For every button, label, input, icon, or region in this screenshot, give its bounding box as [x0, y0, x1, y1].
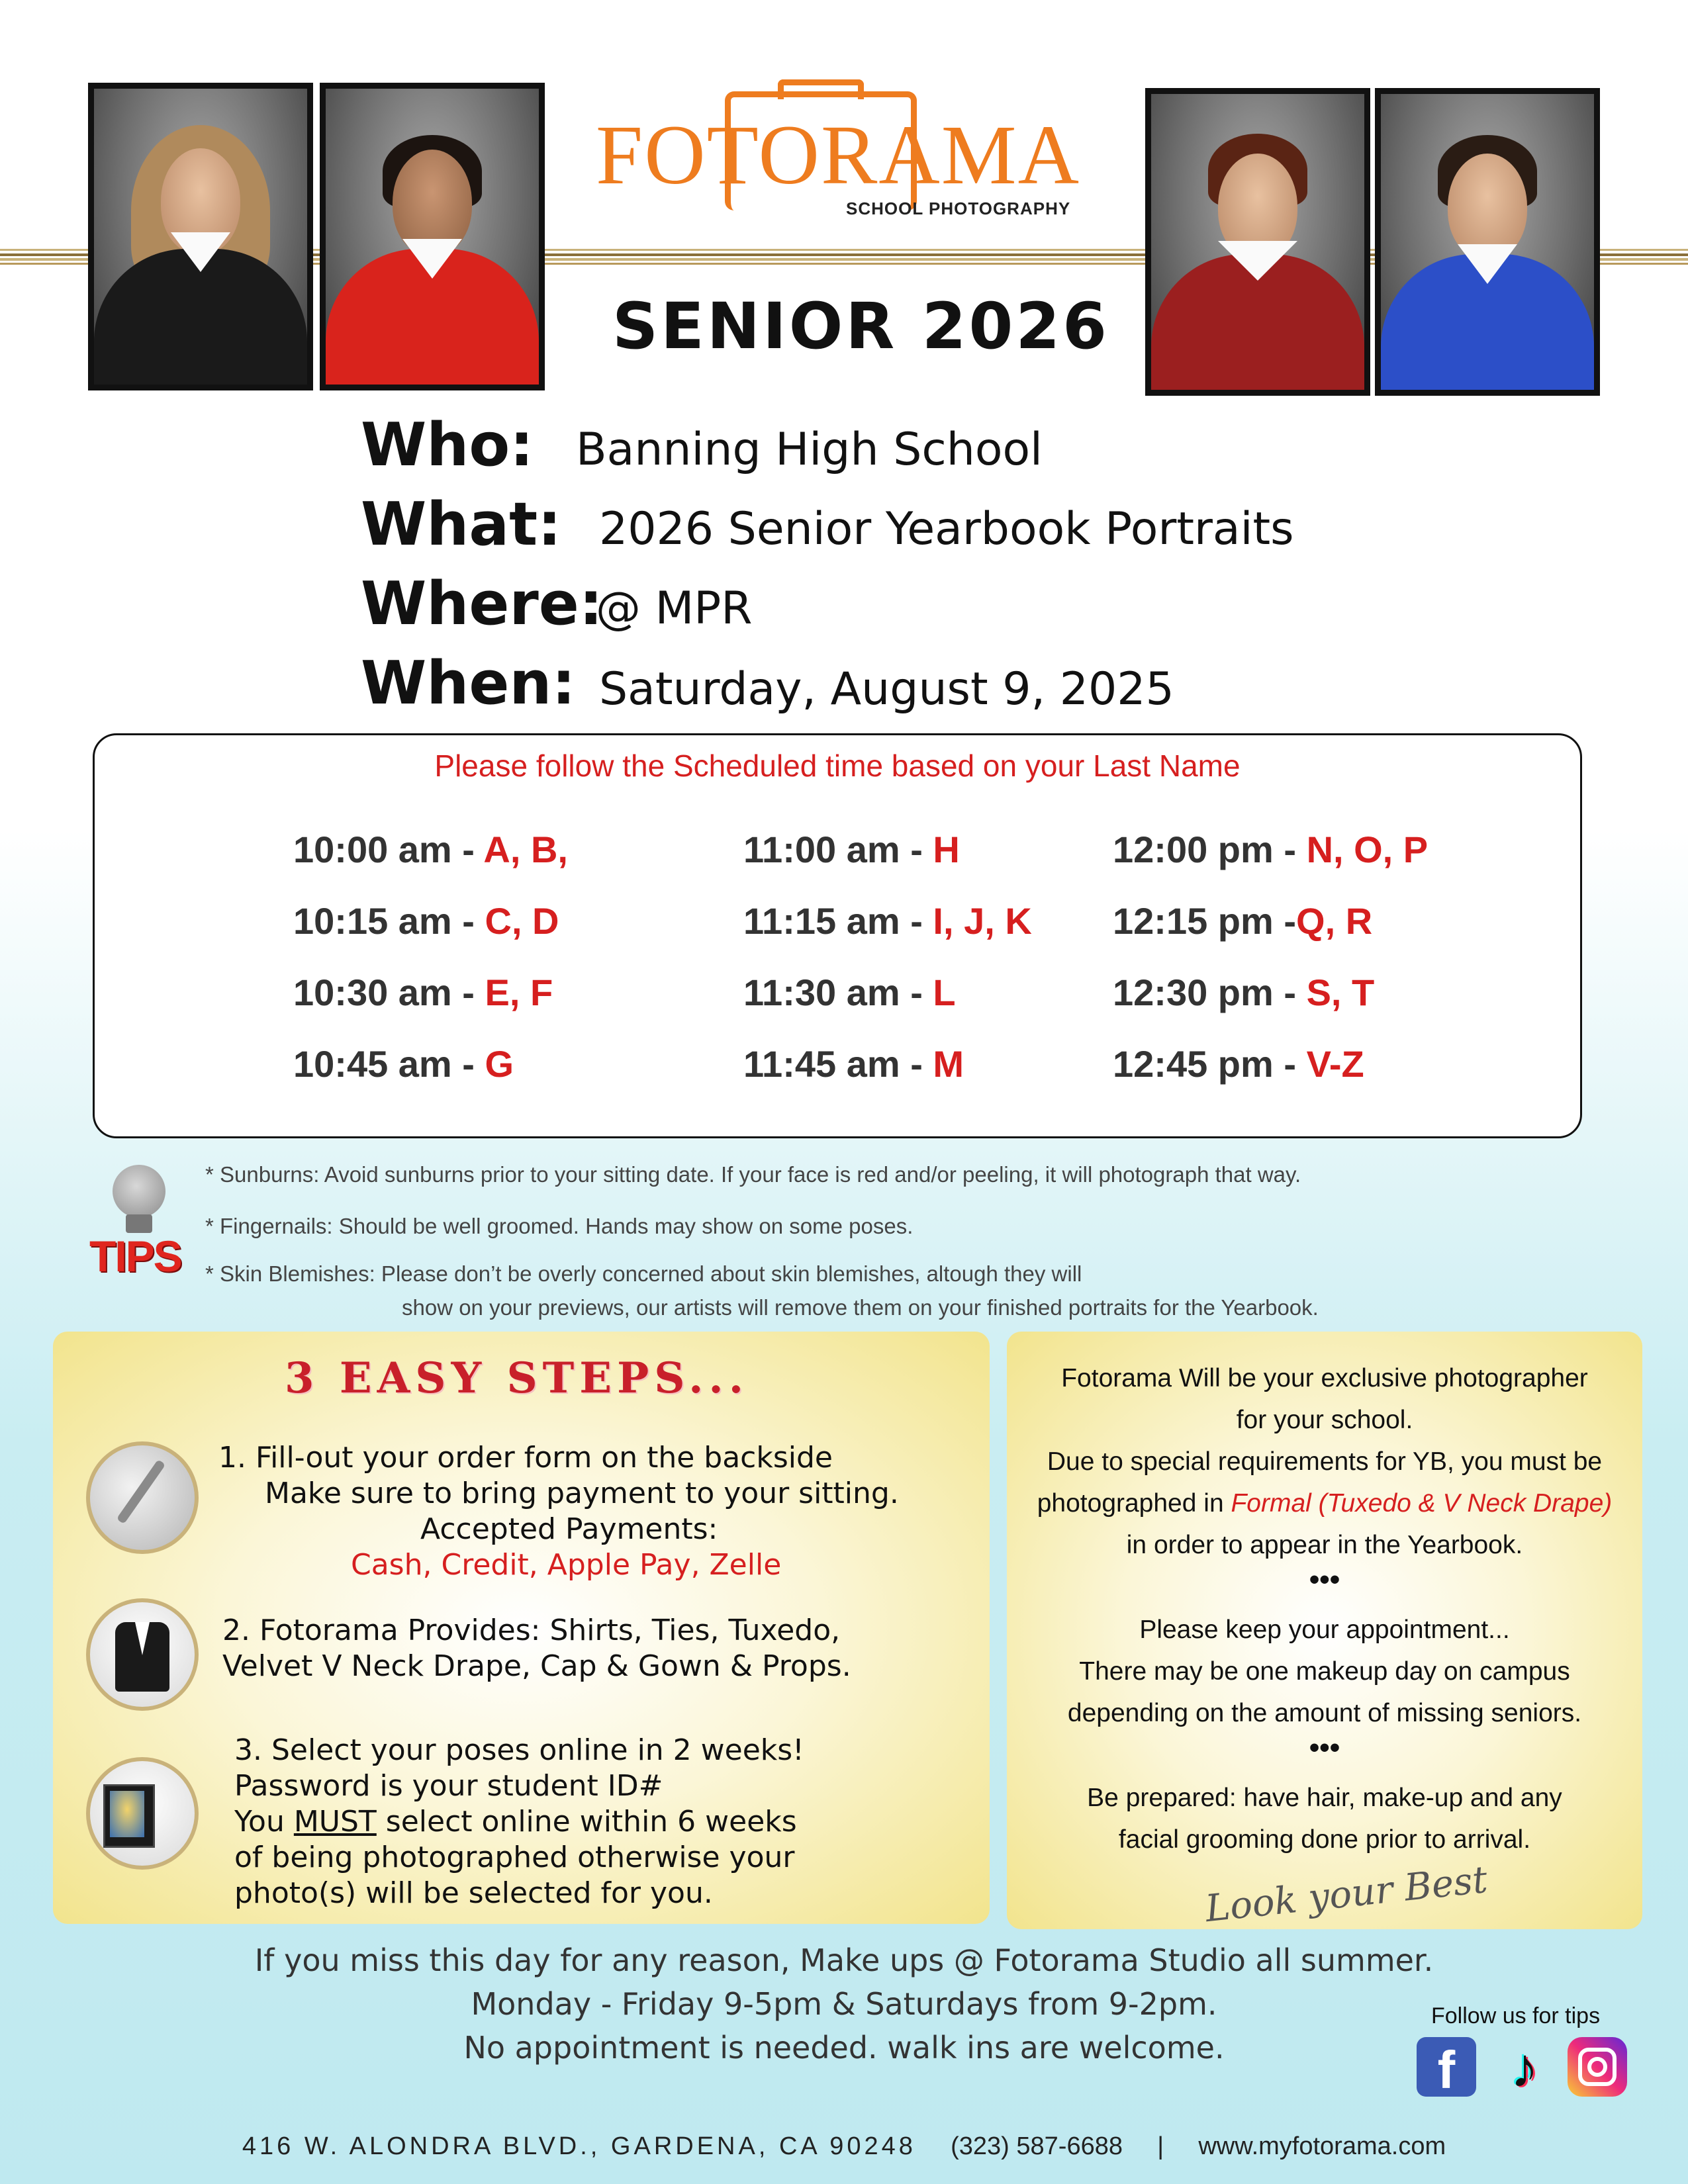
notice-line: facial grooming done prior to arrival. — [1118, 1825, 1531, 1854]
accepted-payments: Cash, Credit, Apple Pay, Zelle — [351, 1548, 782, 1582]
step3-line2: Password is your student ID# — [234, 1769, 663, 1803]
step2-line1: 2. Fotorama Provides: Shirts, Ties, Tuxedo, — [222, 1614, 841, 1647]
steps-title: 3 EASY STEPS... — [285, 1353, 749, 1403]
step1-line2: Make sure to bring payment to your sitting. — [265, 1477, 899, 1510]
step1-line1: 1. Fill-out your order form on the backside — [218, 1441, 833, 1475]
tuxedo-icon — [86, 1598, 199, 1711]
footer-website-link[interactable]: www.myfotorama.com — [1198, 2132, 1446, 2160]
makeups-line1: If you miss this day for any reason, Make ups @ Fotorama Studio all summer. — [254, 1942, 1434, 1978]
schedule-slot: 10:45 am - G — [293, 1043, 514, 1085]
senior-portrait-4 — [1375, 88, 1600, 396]
tip-sunburns: * Sunburns: Avoid sunburns prior to your sitting date. If your face is red and/or peeling, it will photograph that way. — [205, 1162, 1301, 1187]
schedule-slot: 11:15 am - I, J, K — [743, 900, 1032, 942]
what-value: 2026 Senior Yearbook Portraits — [599, 503, 1294, 555]
where-label: Where: — [361, 569, 603, 639]
step2-line2: Velvet V Neck Drape, Cap & Gown & Props. — [222, 1649, 851, 1683]
pen-writing-icon — [86, 1441, 199, 1554]
signature-look-your-best: Look your Best — [1203, 1858, 1490, 1931]
makeups-line2: Monday - Friday 9-5pm & Saturdays from 9-2pm. — [471, 1986, 1217, 2022]
schedule-slot: 10:00 am - A, B, — [293, 829, 568, 870]
schedule-slot: 11:00 am - H — [743, 829, 960, 870]
footer — [0, 2132, 1688, 2161]
senior-portrait-1 — [88, 83, 313, 390]
facebook-icon[interactable]: f — [1417, 2037, 1476, 2097]
must-emphasis: MUST — [293, 1805, 377, 1839]
lightbulb-base — [126, 1214, 152, 1233]
instagram-icon[interactable] — [1568, 2037, 1627, 2097]
step3-line1: 3. Select your poses online in 2 weeks! — [234, 1733, 804, 1767]
who-label: Who: — [361, 410, 534, 480]
tip-skin-blemishes-cont: show on your previews, our artists will remove them on your finished portraits for the Yearbook. — [402, 1295, 1319, 1320]
tip-skin-blemishes: * Skin Blemishes: Please don’t be overly concerned about skin blemishes, altough they will — [205, 1261, 1082, 1286]
notice-line: Please keep your appointment... — [1139, 1615, 1510, 1644]
tip-fingernails: * Fingernails: Should be well groomed. Hands may show on some poses. — [205, 1214, 914, 1238]
notice-line: photographed in Formal (Tuxedo & V Neck Drape) — [1037, 1489, 1613, 1518]
step3-line4: of being photographed otherwise your — [234, 1841, 795, 1874]
notice-line: depending on the amount of missing seniors. — [1067, 1699, 1582, 1727]
schedule-heading: Please follow the Scheduled time based on your Last Name — [434, 749, 1241, 783]
tiktok-icon[interactable]: ♪ — [1511, 2036, 1538, 2099]
footer-phone[interactable]: (323) 587-6688 — [951, 2132, 1123, 2160]
step3-line5: photo(s) will be selected for you. — [234, 1876, 713, 1910]
follow-label: Follow us for tips — [1431, 2003, 1601, 2028]
dot-divider: ••• — [1309, 1731, 1340, 1764]
when-label: When: — [361, 649, 576, 718]
page-title: SENIOR 2026 — [612, 289, 1109, 363]
notice-line: Due to special requirements for YB, you must be — [1047, 1447, 1603, 1476]
logo-subtitle: SCHOOL PHOTOGRAPHY — [846, 199, 1071, 218]
notice-line: There may be one makeup day on campus — [1079, 1657, 1570, 1686]
notice-line: for your school. — [1236, 1406, 1413, 1434]
step3-line3: You MUST select online within 6 weeks — [234, 1805, 797, 1839]
tips-badge: TIPS — [89, 1232, 181, 1281]
who-value: Banning High School — [576, 424, 1043, 476]
schedule-slot: 12:45 pm - V-Z — [1113, 1043, 1364, 1085]
footer-divider: | — [1157, 2132, 1164, 2160]
schedule-slot: 12:30 pm - S, T — [1113, 972, 1375, 1013]
notice-line: Be prepared: have hair, make-up and any — [1087, 1784, 1562, 1812]
schedule-slot: 12:15 pm -Q, R — [1113, 900, 1373, 942]
senior-portrait-3 — [1145, 88, 1370, 396]
dot-divider: ••• — [1309, 1563, 1340, 1596]
schedule-slot: 11:45 am - M — [743, 1043, 964, 1085]
lightbulb-icon — [113, 1165, 165, 1218]
where-value: @ MPR — [596, 582, 753, 635]
framed-photo-icon — [86, 1757, 199, 1870]
notice-line: Fotorama Will be your exclusive photographer — [1061, 1364, 1588, 1392]
what-label: What: — [361, 490, 562, 559]
when-value: Saturday, August 9, 2025 — [599, 663, 1174, 715]
step1-line3: Accepted Payments: — [420, 1512, 718, 1546]
schedule-slot: 11:30 am - L — [743, 972, 956, 1013]
logo-text: FOTORAMA — [596, 108, 1080, 202]
formal-attire-note: Formal (Tuxedo & V Neck Drape) — [1231, 1489, 1613, 1518]
senior-portrait-2 — [320, 83, 545, 390]
schedule-slot: 12:00 pm - N, O, P — [1113, 829, 1429, 870]
footer-address: 416 W. ALONDRA BLVD., GARDENA, CA 90248 — [242, 2132, 916, 2160]
makeups-line3: No appointment is needed. walk ins are welcome. — [463, 2030, 1225, 2066]
notice-line: in order to appear in the Yearbook. — [1126, 1531, 1523, 1559]
schedule-slot: 10:30 am - E, F — [293, 972, 553, 1013]
schedule-slot: 10:15 am - C, D — [293, 900, 559, 942]
